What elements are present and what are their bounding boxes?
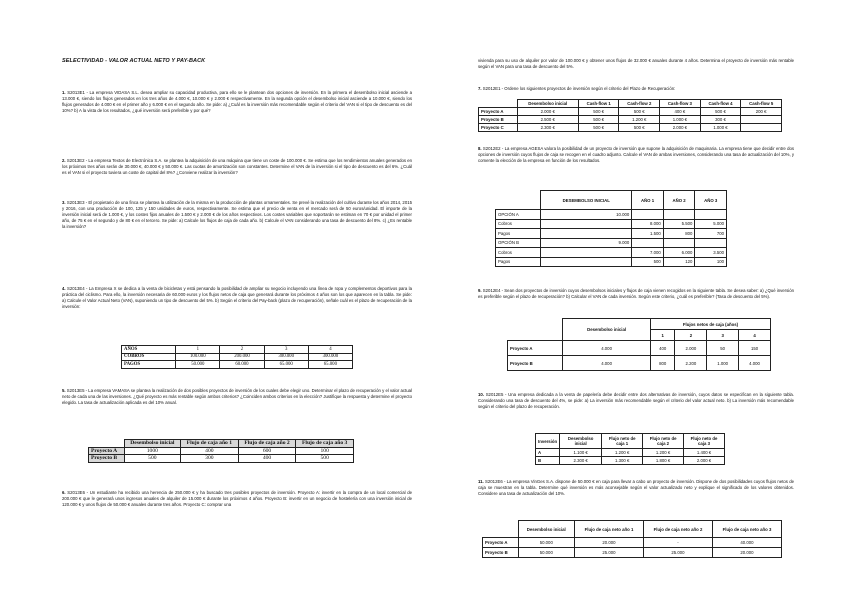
- table-header-cell: Flujo neto de caja 2: [643, 434, 684, 449]
- table-cell: 9.000: [541, 238, 632, 248]
- table-cell: 40.000: [712, 538, 781, 548]
- table-cell: 1.000 €: [700, 124, 741, 132]
- table-cell: 100.000: [176, 353, 220, 361]
- table-cell: [632, 238, 664, 248]
- table-cell: [541, 219, 632, 229]
- table-row: [122, 353, 353, 361]
- table-cell: 500 €: [578, 124, 619, 132]
- table-header-cell: 3: [264, 346, 308, 354]
- table-cell: [663, 238, 695, 248]
- table-cell: COBROS: [122, 353, 176, 361]
- table-exercise-9: [507, 318, 771, 371]
- exercise-4: 4. S2013E4 - La Empresa X se dedica a la venta de bicicletas y está pensando la posibilidad de ampliar su negocio incluyendo una línea de ropa y complementos deportivos para la práctica del ciclismo. Para ello, la inversión necesaria de 60.000 euros y los flujos netos de caja que generará durante los próximos 4 años son los que aparecen en la tabla. Se pide: a) Calcule el Valor Actual Neto (VAN), suponiendo un tipo de descuento del 5%. b) Según el criterio del Pay-back (plazo de recuperación), señale cuál es el plazo de recuperación de la inversión:: [62, 286, 412, 310]
- table-header-cell: 4: [308, 346, 352, 354]
- table-cell: [741, 124, 782, 132]
- table-cell: -: [643, 538, 712, 548]
- table-row: [496, 238, 727, 248]
- table-cell: A: [536, 449, 560, 457]
- table-row: [483, 548, 782, 558]
- table-header-cell: Desembolso inicial: [563, 319, 651, 341]
- table-cell: Proyecto A: [508, 341, 563, 356]
- table-cell: 4.000: [563, 356, 651, 371]
- table-cell: [695, 238, 727, 248]
- table-cell: 1.000 €: [660, 116, 701, 124]
- table-header-cell: AÑO 3: [695, 191, 727, 210]
- table-header-cell: Cash-flow 2: [619, 100, 660, 108]
- table-header-cell: Inversión: [536, 434, 560, 449]
- table-header-cell: Flujo neto de caja 1: [602, 434, 643, 449]
- table-row: [496, 248, 727, 258]
- table-row: [483, 538, 782, 548]
- table-exercise-8: [495, 190, 727, 267]
- exercise-3: 3. S2013E3 - El propietario de una finca se plantea la utilización de la misma en la producción de plantas ornamentales. Se prevé la realización del cultivo durante los años 2014, 2015 y 2016, con una producción de 100, 125 y 150 unidades de euros, respectivamente. Se estima que el precio de venta en el mercado será de 50 euros/unidad. El importe de la inversión inicial será de 1.000 €, y los costes fijos anuales de 1.500 € y 2.000 € de los años respectivos. Los costes variables que soportarán se estiman en 70 € por unidad el primer año, de 75 € en el segundo y de 80 € en el tercero. Se pide: a) Calcule los flujos de caja de cada año. b) Calcule el VAN considerando una tasa de descuento del 8%. c) ¿Es rentable la inversión?: [62, 200, 412, 230]
- table-row: [122, 361, 353, 369]
- table-cell: [695, 210, 727, 220]
- table-header-cell: 2: [220, 346, 264, 354]
- table-cell: Proyecto B: [483, 548, 519, 558]
- table-header-cell: 4: [739, 330, 771, 341]
- table-cell: 50: [707, 341, 739, 356]
- table-cell: 20.000: [712, 548, 781, 558]
- table-header-cell: Cash-flow 5: [741, 100, 782, 108]
- table-cell: 2.000 €: [517, 108, 578, 116]
- exercise-11: 11. S2012E6 - La empresa VinGes S.A. dispone de 50.000 € en caja para llevar a cabo un proyecto de inversión. Dispone de dos posibilidades cuyos flujos netos de caja se muestran en la tabla. Determine qué inversión es más aconsejable según el valor actualizado neto y explique el significado de los valores obtenidos. Considere una tasa de actualización del 10%.: [478, 479, 794, 497]
- table-header-cell: Flujo de caja año 3: [296, 440, 354, 448]
- table-header-cell: Flujo de caja neto año 2: [643, 521, 712, 538]
- table-cell: 200.000: [220, 353, 264, 361]
- table-cell: 2.300 €: [517, 124, 578, 132]
- table-cell: 5.000: [695, 219, 727, 229]
- table-header-cell: Flujos netos de caja (años): [650, 319, 770, 330]
- table-header-row: [122, 346, 353, 354]
- table-cell: 100: [296, 447, 354, 455]
- table-header-cell: 1: [176, 346, 220, 354]
- table-cell: 65.000: [308, 361, 352, 369]
- table-cell: 400: [650, 341, 675, 356]
- exercise-10: 10. S2012E5 - Una empresa dedicada a la venta de papelería debe decidir entre dos alternativas de inversión, cuyos datos se especifican en la siguiente tabla. Considerando una tasa de descuento del 4%, se pide: a) La inversión más recomendable según el criterio del valor actual neto. b) La inversión más recomendable según el criterio del plazo de recuperación.: [478, 392, 795, 410]
- table-row: [508, 341, 771, 356]
- table-row: [496, 229, 727, 239]
- table-header-cell: Desembolso inicial: [560, 434, 602, 449]
- table-cell: 50.000: [518, 538, 574, 548]
- exercise-2: 2. S2013E2 - La empresa Textos de Electrónica S.A. se plantea la adquisición de una máquina que tiene un coste de 100.000 €. Se estima que los rendimientos anuales generados en los próximos tres años serán de 30.000 €, 40.000 € y 50.000 €. Las cuotas de amortización son constantes. Determine el VAN de la inversión si el tipo de descuento es del 6%. ¿Cuál es el VAN si el proyecto tuviera un coste de capital del 8%? ¿Conviene realizar la inversión?: [62, 158, 412, 176]
- table-cell: Proyecto B: [479, 116, 518, 124]
- table-cell: 400: [181, 447, 239, 455]
- table-cell: 25.000: [574, 548, 643, 558]
- table-cell: [741, 116, 782, 124]
- table-row: [536, 449, 725, 457]
- exercise-6: 6. S2013E6 - Un estudiante ha recibido una herencia de 250.000 € y ha buscado tres posibles proyectos de inversión. Proyecto A: invertir en la compra de un local comercial de 200.000 € que le generará unos ingresos anuales de alquiler de 15.000 € durante los próximos 4 años. Proyecto B: invertir en un negocio de hostelería con una inversión inicial de 120.000 € y unos flujos de 50.000 € anuales durante tres años. Proyecto C: comprar una: [62, 490, 412, 508]
- table-cell: 4.000: [739, 356, 771, 371]
- table-cell: 10.000: [541, 210, 632, 220]
- table-header-cell: Cash-flow 1: [578, 100, 619, 108]
- table-cell: Proyecto A: [89, 447, 125, 455]
- table-cell: 7.000: [632, 248, 664, 258]
- table-cell: 500: [296, 455, 354, 463]
- table-row: [89, 455, 354, 463]
- table-header-cell: Cash-flow 4: [700, 100, 741, 108]
- exercise-9: 9. S2012E4 - Sean dos proyectos de inversión cuyos desembolsos iniciales y flujos de caja vienen recogidos en la siguiente tabla. Se desea saber: a) ¿Qué inversión es preferible según el plazo de recuperación? b) Calcular el VAN de cada inversión. Según este criterio, ¿cuál es preferible? (Tasa de descuento del 5%).: [478, 288, 794, 300]
- table-cell: 2.000: [675, 341, 707, 356]
- table-cell: 500 €: [578, 108, 619, 116]
- table-cell: 3.500: [695, 248, 727, 258]
- table-header-cell: Flujo de caja año 1: [181, 440, 239, 448]
- table-cell: [663, 210, 695, 220]
- table-cell: 2.300 €: [560, 457, 602, 465]
- table-header-cell: Flujo de caja neto año 1: [574, 521, 643, 538]
- table-header-row: [483, 521, 782, 538]
- table-cell: 1000: [124, 447, 180, 455]
- table-header-cell: AÑO 1: [632, 191, 664, 210]
- table-header-row: [536, 434, 725, 449]
- table-cell: 400: [238, 455, 296, 463]
- table-cell: 1.500: [632, 229, 664, 239]
- table-cell: 1.400 €: [684, 449, 725, 457]
- table-header-cell: DESEMBOLSO INICIAL: [541, 191, 632, 210]
- table-row: [496, 219, 727, 229]
- table-cell: 8.000: [632, 219, 664, 229]
- table-cell: 300: [181, 455, 239, 463]
- table-exercise-5: [88, 439, 354, 463]
- table-cell: Cobros: [496, 219, 541, 229]
- table-header-cell: [483, 521, 519, 538]
- table-header-row: [508, 319, 771, 330]
- table-header-cell: 2: [675, 330, 707, 341]
- table-cell: [632, 210, 664, 220]
- table-header-cell: Flujo de caja año 2: [238, 440, 296, 448]
- table-exercise-7: [478, 99, 782, 132]
- table-cell: 50.000: [518, 548, 574, 558]
- table-row: [508, 356, 771, 371]
- table-cell: [541, 248, 632, 258]
- table-header-row: [496, 191, 727, 210]
- table-cell: 500 €: [700, 108, 741, 116]
- table-cell: 120: [663, 257, 695, 267]
- table-header-cell: [89, 440, 125, 448]
- table-cell: 600: [238, 447, 296, 455]
- table-cell: Pagos: [496, 229, 541, 239]
- table-cell: 800: [650, 356, 675, 371]
- table-header-cell: 1: [650, 330, 675, 341]
- table-cell: 1.000: [707, 356, 739, 371]
- exercise-7: 7. S2012E1 - Ordene los siguientes proyectos de inversión según el criterio del Plazo de Recuperación:: [478, 86, 676, 91]
- table-cell: Cobros: [496, 248, 541, 258]
- table-row: [496, 257, 727, 267]
- table-cell: OPCIÓN B: [496, 238, 541, 248]
- table-header-cell: Flujo de caja neto año 3: [712, 521, 781, 538]
- table-row: [479, 116, 782, 124]
- table-cell: 1.300 €: [602, 457, 643, 465]
- table-cell: 700: [695, 229, 727, 239]
- page-title: SELECTIVIDAD - VALOR ACTUAL NETO Y PAY-BACK: [62, 58, 206, 64]
- table-cell: 25.000: [643, 548, 712, 558]
- table-header-cell: Flujo neto de caja 3: [684, 434, 725, 449]
- table-header-cell: [496, 191, 541, 210]
- table-cell: 5.500: [663, 219, 695, 229]
- table-cell: 150: [739, 341, 771, 356]
- table-cell: 1.100 €: [560, 449, 602, 457]
- exercise-1: 1. S2013E1 - La empresa VIDASA S.L. desea ampliar su capacidad productiva, para ello se le plantean dos opciones de inversión. En la primera el desembolso inicial asciende a 13.000 €, siendo los flujos generados en los tres años de 4.000 €, 10.000 € y 2.000 € respectivamente. En la segunda opción el desembolso inicial asciende a 10.000 €, siendo los flujos generados de 4.000 € en el primer año y 6.000 € en el segundo año. Se pide: a) ¿Cuál es la inversión más recomendable según el criterio del VAN si el tipo de descuento es del 10%? b) A la vista de los resultados, ¿qué inversión será preferible y por qué?: [62, 90, 413, 114]
- table-header-cell: 3: [707, 330, 739, 341]
- table-cell: 1.200 €: [602, 449, 643, 457]
- table-cell: OPCIÓN A: [496, 210, 541, 220]
- table-cell: 300.000: [264, 353, 308, 361]
- table-cell: 200 €: [741, 108, 782, 116]
- table-header-cell: AÑOS: [122, 346, 176, 354]
- table-exercise-11: [482, 520, 782, 558]
- table-cell: Proyecto B: [508, 356, 563, 371]
- table-cell: 2.200: [675, 356, 707, 371]
- table-cell: PAGOS: [122, 361, 176, 369]
- table-cell: Pagos: [496, 257, 541, 267]
- table-cell: 2.000 €: [684, 457, 725, 465]
- table-cell: 300 €: [700, 116, 741, 124]
- table-header-cell: Desembolso inicial: [517, 100, 578, 108]
- table-cell: 1.200 €: [619, 116, 660, 124]
- table-cell: 800: [663, 229, 695, 239]
- table-row: [479, 108, 782, 116]
- table-cell: 65.000: [264, 361, 308, 369]
- table-exercise-4: [121, 345, 353, 369]
- table-row: [536, 457, 725, 465]
- table-cell: Proyecto C: [479, 124, 518, 132]
- exercise-6-continued: vivienda para su uso de alquiler por valor de 100.000 € y obtener unos flujos de 32.000 € anuales durante 4 años. Determina el proyecto de inversión más rentable según el VAN para una tasa de descuento del 5%.: [478, 58, 794, 70]
- table-cell: 400 €: [660, 108, 701, 116]
- table-row: [89, 447, 354, 455]
- table-header-row: [479, 100, 782, 108]
- table-cell: 2.000 €: [660, 124, 701, 132]
- table-cell: 500: [124, 455, 180, 463]
- table-cell: 4.000: [563, 341, 651, 356]
- table-cell: 60.000: [220, 361, 264, 369]
- table-row: [496, 210, 727, 220]
- table-header-cell: Desembolso inicial: [124, 440, 180, 448]
- table-cell: 1.200 €: [643, 449, 684, 457]
- table-cell: 100: [695, 257, 727, 267]
- table-header-cell: [479, 100, 518, 108]
- table-cell: B: [536, 457, 560, 465]
- table-cell: 500 €: [578, 116, 619, 124]
- exercise-8: 8. S2012E2 - La empresa AGESA valora la posibilidad de un proyecto de inversión que supone la adquisición de maquinaria. La empresa tiene que decidir entre dos opciones de inversión cuyos flujos de caja se recogen en el cuadro adjunto. Calcule el VAN de ambas inversiones, considerando una tasa de actualización del 10%, y comente la elección de la empresa en función de los resultados.: [478, 146, 795, 164]
- table-header-cell: AÑO 2: [663, 191, 695, 210]
- table-cell: Proyecto B: [89, 455, 125, 463]
- table-cell: [541, 229, 632, 239]
- table-header-row: [89, 440, 354, 448]
- table-cell: 500 €: [619, 108, 660, 116]
- table-header-cell: Desembolso inicial: [518, 521, 574, 538]
- table-cell: 500 €: [619, 124, 660, 132]
- table-header-cell: Cash-flow 3: [660, 100, 701, 108]
- exercise-5: 5. S2013E5 - La empresa VAMASA se plantea la realización de dos posibles proyectos de inversión de los cuales debe elegir uno. Determinar el plazo de recuperación y el valor actual neto de cada una de las inversiones. ¿Qué proyecto es más rentable según ambos criterios? ¿Coinciden ambos criterios en la elección? Justifique la respuesta y determine el proyecto elegido. La tasa de actualización aplicada es del 10% anual.: [62, 388, 412, 406]
- table-cell: Proyecto A: [483, 538, 519, 548]
- table-cell: Proyecto A: [479, 108, 518, 116]
- table-cell: 20.000: [574, 538, 643, 548]
- table-cell: 500: [632, 257, 664, 267]
- table-cell: 50.000: [176, 361, 220, 369]
- table-cell: 6.000: [663, 248, 695, 258]
- table-exercise-10: [535, 433, 725, 465]
- table-cell: 1.800 €: [643, 457, 684, 465]
- table-cell: [541, 257, 632, 267]
- table-cell: 300.000: [308, 353, 352, 361]
- table-row: [479, 124, 782, 132]
- table-cell: 2.500 €: [517, 116, 578, 124]
